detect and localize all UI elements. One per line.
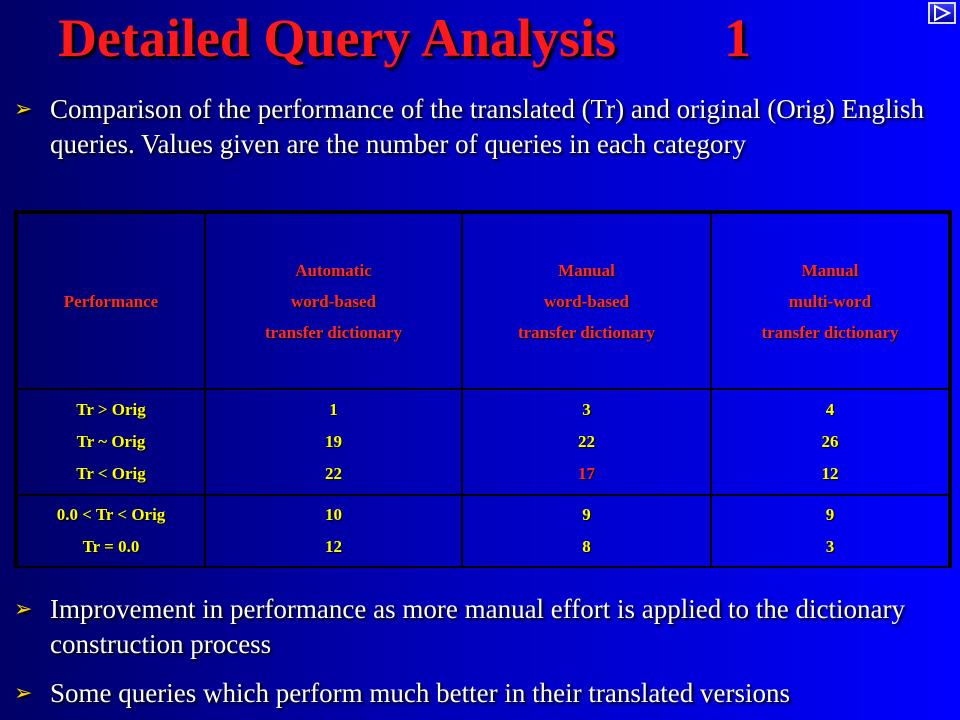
cell-automatic-word-zero-counts: 10 12 [205, 495, 462, 567]
bullet-comparison [14, 92, 954, 162]
table-row [17, 495, 949, 567]
cell-manual-word-zero-counts: 9 8 [462, 495, 711, 567]
cell-performance-comparison: Tr > Orig Tr ~ Orig Tr < Orig [17, 389, 205, 495]
cell-manual-multi-counts: 4 26 12 [711, 389, 949, 495]
header-manual-multi-word: Manual multi-word transfer dictionary [711, 213, 949, 389]
bullet-text: Improvement in performance as more manual effort is applied to the dictionary construction process [50, 594, 905, 659]
header-manual-word-based: Manual word-based transfer dictionary [462, 213, 711, 389]
cell-automatic-word-counts: 1 19 22 [205, 389, 462, 495]
table-row [17, 389, 949, 495]
arrow-bullet-icon: ➢ [14, 681, 33, 706]
play-next-icon [930, 4, 954, 22]
cell-manual-word-counts: 3 22 17 [462, 389, 711, 495]
bullet-text: Comparison of the performance of the translated (Tr) and original (Orig) English queries. Values given are the number of queries in each category [50, 94, 925, 159]
arrow-bullet-icon: ➢ [14, 597, 33, 622]
next-slide-button[interactable] [928, 2, 956, 24]
slide-title: Detailed Query Analysis 1 [58, 8, 752, 68]
cell-performance-zero: 0.0 < Tr < Orig Tr = 0.0 [17, 495, 205, 567]
highlighted-value: 17 [578, 464, 595, 483]
bullet-improvement [14, 592, 954, 662]
query-analysis-table [14, 210, 952, 568]
header-performance: Performance [17, 213, 205, 389]
bullet-translated-queries [14, 676, 954, 711]
bullet-text: Some queries which perform much better in their translated versions [50, 678, 791, 708]
table-header-row [17, 213, 949, 389]
cell-manual-multi-zero-counts: 9 3 [711, 495, 949, 567]
header-automatic-word-based: Automatic word-based transfer dictionary [205, 213, 462, 389]
arrow-bullet-icon: ➢ [14, 97, 33, 122]
